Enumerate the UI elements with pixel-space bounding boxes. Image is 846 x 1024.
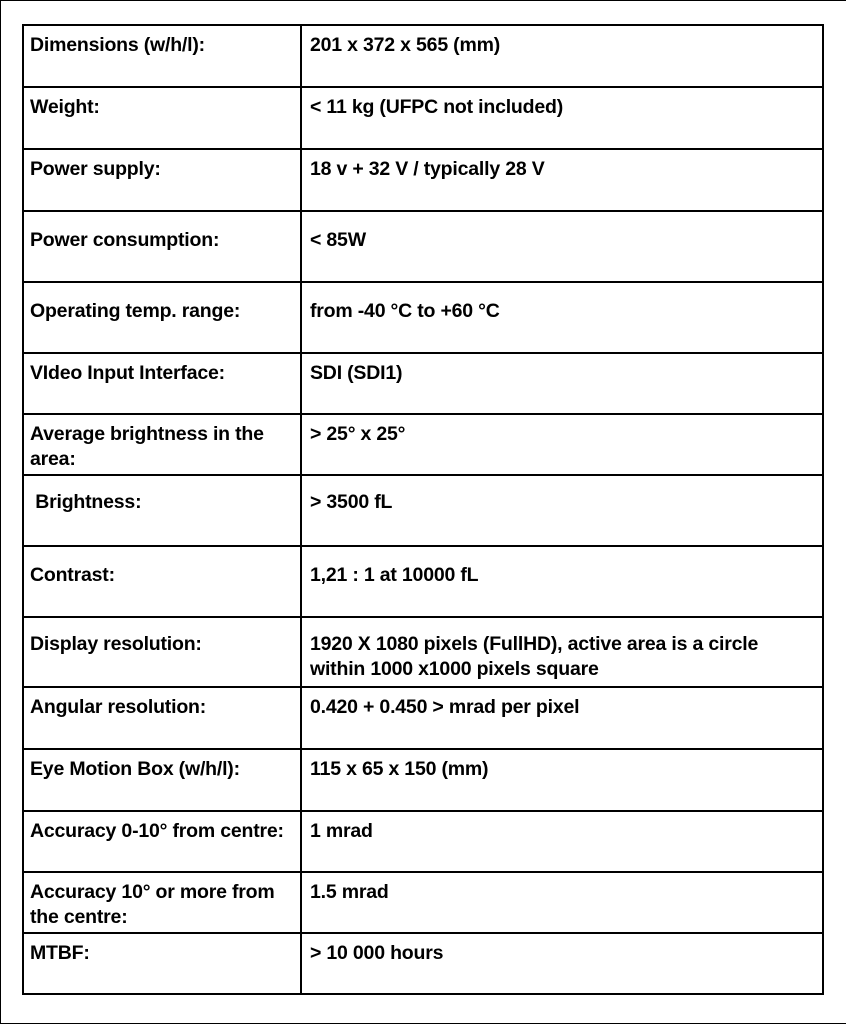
table-row: [23, 872, 823, 933]
table-row: [23, 25, 823, 87]
spec-label: Display resolution:: [23, 617, 301, 687]
spec-value: < 85W: [301, 211, 823, 282]
spec-value: > 3500 fL: [301, 475, 823, 546]
table-row: [23, 87, 823, 149]
table-row: [23, 687, 823, 749]
spec-label: VIdeo Input Interface:: [23, 353, 301, 414]
table-row: [23, 749, 823, 811]
spec-value: 1,21 : 1 at 10000 fL: [301, 546, 823, 617]
spec-value: 18 v + 32 V / typically 28 V: [301, 149, 823, 211]
table-row: [23, 282, 823, 353]
spec-label: Operating temp. range:: [23, 282, 301, 353]
spec-label: Power consumption:: [23, 211, 301, 282]
spec-label: Brightness:: [23, 475, 301, 546]
table-row: [23, 475, 823, 546]
spec-value: 1.5 mrad: [301, 872, 823, 933]
spec-value: 115 x 65 x 150 (mm): [301, 749, 823, 811]
spec-value: < 11 kg (UFPC not included): [301, 87, 823, 149]
spec-value: 1 mrad: [301, 811, 823, 872]
spec-value: 201 x 372 x 565 (mm): [301, 25, 823, 87]
spec-label: Accuracy 0-10° from centre:: [23, 811, 301, 872]
spec-label: Contrast:: [23, 546, 301, 617]
spec-value: 1920 X 1080 pixels (FullHD), active area is a circle within 1000 x1000 pixels square: [301, 617, 823, 687]
specifications-table: [22, 24, 824, 995]
table-row: [23, 149, 823, 211]
spec-label: Power supply:: [23, 149, 301, 211]
table-row: [23, 546, 823, 617]
spec-label: Weight:: [23, 87, 301, 149]
spec-label: Eye Motion Box (w/h/l):: [23, 749, 301, 811]
spec-label: Angular resolution:: [23, 687, 301, 749]
table-row: [23, 811, 823, 872]
table-row: [23, 933, 823, 994]
spec-label: MTBF:: [23, 933, 301, 994]
spec-label: Average brightness in the area:: [23, 414, 301, 475]
table-row: [23, 353, 823, 414]
table-row: [23, 211, 823, 282]
spec-label: Dimensions (w/h/l):: [23, 25, 301, 87]
spec-value: > 10 000 hours: [301, 933, 823, 994]
spec-value: 0.420 + 0.450 > mrad per pixel: [301, 687, 823, 749]
spec-value: SDI (SDI1): [301, 353, 823, 414]
table-row: [23, 617, 823, 687]
spec-label: Accuracy 10° or more from the centre:: [23, 872, 301, 933]
spec-value: from -40 °C to +60 °C: [301, 282, 823, 353]
table-row: [23, 414, 823, 475]
spec-value: > 25° x 25°: [301, 414, 823, 475]
